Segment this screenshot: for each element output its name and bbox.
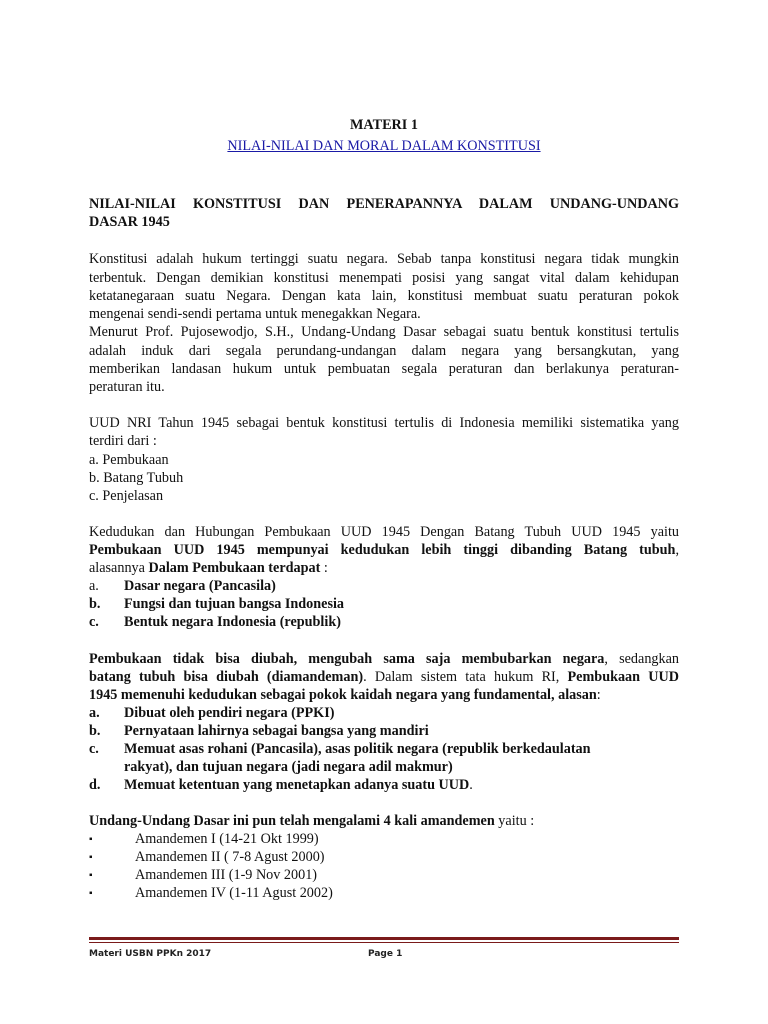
list-marker: d. (89, 777, 101, 793)
list-marker: b. (89, 723, 101, 739)
bold-span: batang tubuh bisa diubah (diamandeman) (89, 669, 364, 685)
list-item (89, 704, 334, 723)
text-span: . (469, 777, 473, 793)
bold-span: Pembukaan UUD (567, 669, 679, 685)
list-item (89, 722, 429, 741)
list-item-continuation (89, 758, 453, 777)
footer-page-number: Page 1 (368, 949, 403, 959)
bold-span: Undang-Undang Dasar ini pun telah mengalami 4 kali amandemen (89, 813, 495, 829)
bullet-item (89, 830, 319, 849)
text-span: , sedangkan (604, 651, 679, 667)
section-title-line2: DASAR 1945 (89, 214, 170, 230)
bold-span: Pembukaan tidak bisa diubah, mengubah sama saja membubarkan negara (89, 651, 605, 667)
paragraph-line (89, 541, 679, 560)
bullet-icon: ▪ (89, 888, 93, 899)
bold-span: Pembukaan UUD 1945 mempunyai kedudukan lebih tinggi dibanding Batang tubuh (89, 542, 676, 558)
list-text: Memuat asas rohani (Pancasila), asas politik negara (republik berkedaulatan (124, 741, 591, 757)
list-item: b. Batang Tubuh (89, 470, 184, 486)
list-marker: c. (89, 614, 99, 630)
list-marker: c. (89, 741, 99, 757)
paragraph-line: Menurut Prof. Pujosewodjo, S.H., Undang-Undang Dasar sebagai suatu bentuk konstitusi tertulis (89, 324, 679, 340)
text-span: . Dalam sistem tata hukum RI, (363, 669, 568, 685)
bullet-text: Amandemen IV (1-11 Agust 2002) (135, 885, 333, 901)
list-text: Dasar negara (Pancasila) (124, 578, 276, 594)
bold-span: Dalam Pembukaan terdapat (148, 560, 321, 576)
paragraph-line: UUD NRI Tahun 1945 sebagai bentuk konstitusi tertulis di Indonesia memiliki sistematika yang (89, 415, 679, 431)
footer-divider-thin (89, 942, 679, 943)
materi-heading: MATERI 1 (350, 117, 418, 133)
paragraph-line (89, 559, 328, 578)
list-item (89, 776, 473, 795)
paragraph-line: peraturan itu. (89, 379, 165, 395)
list-item (89, 595, 344, 614)
paragraph-line: memberikan landasan hukum untuk pembuatan segala peraturan dan berlakunya peraturan- (89, 361, 679, 377)
paragraph-line: terbentuk. Dengan demikian konstitusi menempati posisi yang sangat vital dalam kehidupan (89, 270, 679, 286)
bullet-text: Amandemen I (14-21 Okt 1999) (135, 831, 319, 847)
materi-subtitle[interactable] (89, 137, 679, 156)
paragraph-line (89, 650, 679, 669)
bullet-item (89, 866, 317, 885)
list-text: Dibuat oleh pendiri negara (PPKI) (124, 705, 335, 721)
list-marker: b. (89, 596, 101, 612)
paragraph-line: terdiri dari : (89, 433, 157, 449)
list-marker: a. (89, 705, 100, 721)
paragraph-line: Konstitusi adalah hukum tertinggi suatu negara. Sebab tanpa konstitusi negara tidak mungkin (89, 251, 679, 267)
text-span: : (596, 687, 601, 703)
section-title-line1: NILAI-NILAI KONSTITUSI DAN PENERAPANNYA DALAM UNDANG-UNDANG (89, 196, 679, 212)
materi-subtitle-link[interactable]: NILAI-NILAI DAN MORAL DALAM KONSTITUSI (227, 138, 541, 154)
list-item (89, 577, 276, 596)
list-text: Pernyataan lahirnya sebagai bangsa yang mandiri (124, 723, 429, 739)
list-text: Memuat ketentuan yang menetapkan adanya suatu UUD (124, 777, 470, 793)
paragraph-line (89, 686, 601, 705)
bullet-item (89, 848, 325, 867)
bullet-icon: ▪ (89, 852, 93, 863)
text-span: : (320, 560, 328, 576)
paragraph-line: ketatanegaraan suatu Negara. Dengan kata lain, konstitusi membuat suatu peraturan pokok (89, 288, 679, 304)
paragraph-line: mengenai sendi-sendi pertama untuk menegakkan Negara. (89, 306, 421, 322)
paragraph-line (89, 668, 679, 687)
bullet-text: Amandemen II ( 7-8 Agust 2000) (135, 849, 325, 865)
paragraph-line: adalah induk dari segala perundang-undangan dalam negara yang bersangkutan, yang (89, 343, 679, 359)
paragraph-line (89, 812, 534, 831)
bold-span: 1945 memenuhi kedudukan sebagai pokok kaidah negara yang fundamental, alasan (89, 687, 597, 703)
list-text: Fungsi dan tujuan bangsa Indonesia (124, 596, 345, 612)
footer-left-text: Materi USBN PPKn 2017 (89, 949, 212, 959)
text-span: , (675, 542, 679, 558)
bullet-text: Amandemen III (1-9 Nov 2001) (135, 867, 318, 883)
list-item (89, 613, 341, 632)
bullet-icon: ▪ (89, 870, 93, 881)
list-text: Bentuk negara Indonesia (republik) (124, 614, 341, 630)
list-text: rakyat), dan tujuan negara (jadi negara adil makmur) (124, 759, 453, 775)
text-span: yaitu : (494, 813, 535, 829)
footer-divider (89, 937, 679, 940)
paragraph-line: Kedudukan dan Hubungan Pembukaan UUD 1945 Dengan Batang Tubuh UUD 1945 yaitu (89, 524, 679, 540)
list-item: c. Penjelasan (89, 488, 164, 504)
bullet-icon: ▪ (89, 834, 93, 845)
bullet-item (89, 884, 333, 903)
list-item (89, 740, 591, 759)
list-item: a. Pembukaan (89, 452, 169, 468)
text-span: alasannya (89, 560, 149, 576)
list-marker: a. (89, 578, 99, 594)
